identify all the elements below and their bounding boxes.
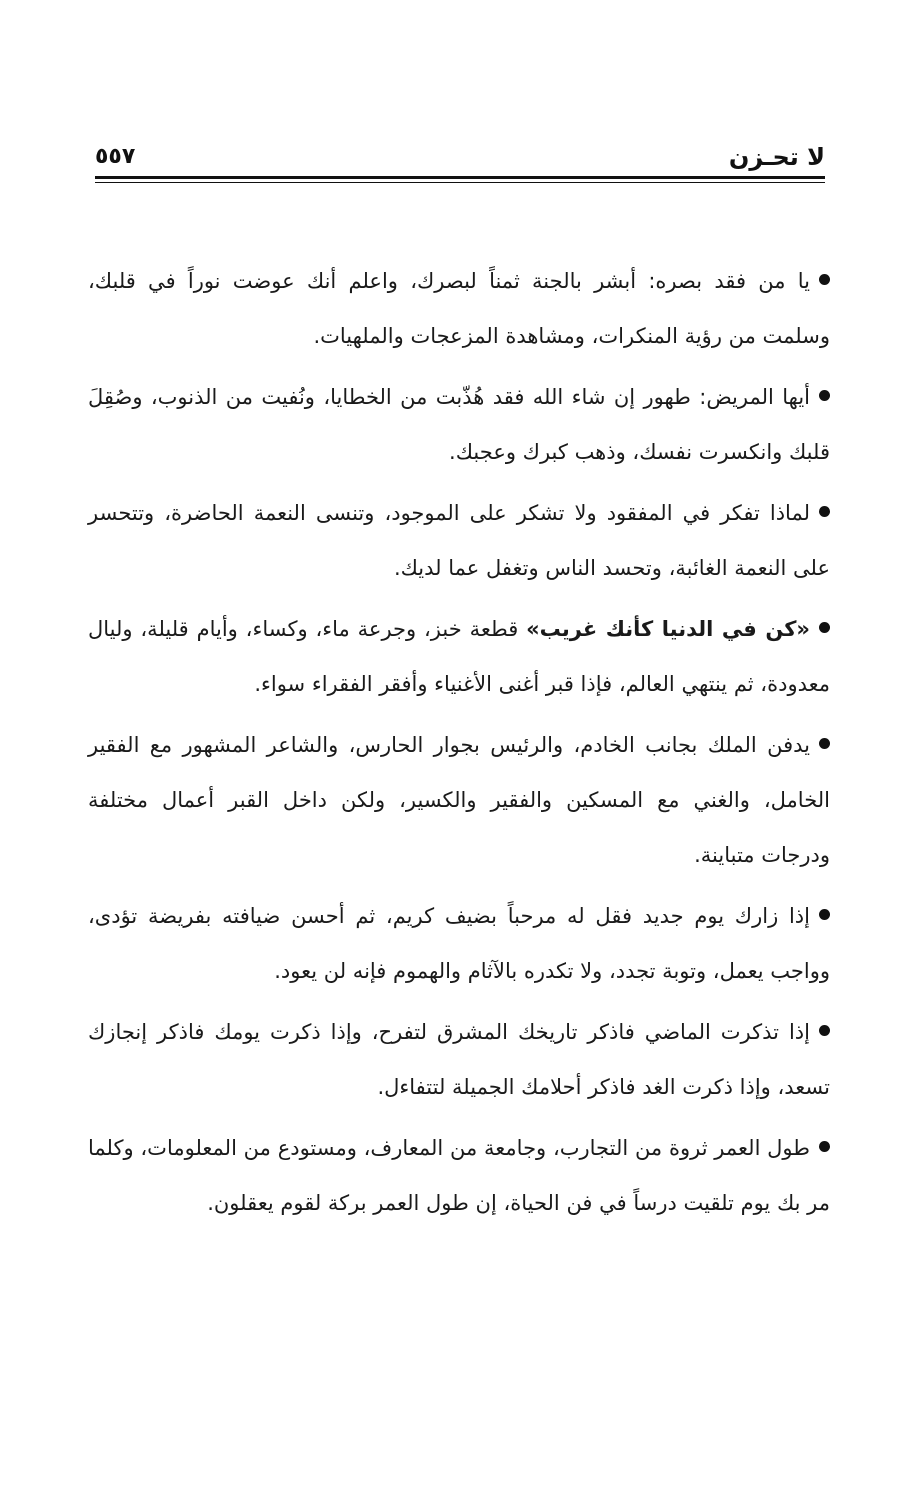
paragraph-text: إذا زارك يوم جديد فقل له مرحباً بضيف كريم، ثم أحسن ضيافته بفريضة تؤدى، وواجب يعمل، وتوبة تجدد، ولا تكدره بالآثام والهموم فإنه لن يعود. [88,904,830,983]
bullet-icon [819,390,830,401]
paragraph-text: يدفن الملك بجانب الخادم، والرئيس بجوار الحارس، والشاعر المشهور مع الفقير الخامل، والغني مع المسكين والفقير والكسير، ولكن داخل القبر أعمال مختلفة ودرجات متباينة. [88,733,830,867]
bullet-paragraph-7 [88,1005,830,1115]
paragraph-text: لماذا تفكر في المفقود ولا تشكر على الموجود، وتنسى النعمة الحاضرة، وتتحسر على النعمة الغائبة، وتحسد الناس وتغفل عما لديك. [88,501,830,580]
bullet-icon [819,622,830,633]
page-header [95,140,825,176]
bullet-icon [819,274,830,285]
header-rule-thick [95,176,825,179]
page-number: ٥٥٧ [95,144,136,169]
paragraph-text: يا من فقد بصره: أبشر بالجنة ثمناً لبصرك، واعلم أنك عوضت نوراً في قلبك، وسلمت من رؤية المنكرات، ومشاهدة المزعجات والملهيات. [88,269,830,348]
bullet-paragraph-1 [88,254,830,364]
bullet-icon [819,506,830,517]
paragraph-quote: «كن في الدنيا كأنك غريب» [526,617,810,641]
bullet-paragraph-2 [88,370,830,480]
bullet-paragraph-4 [88,602,830,712]
page-body [88,254,830,1237]
bullet-paragraph-8 [88,1121,830,1231]
bullet-icon [819,909,830,920]
bullet-icon [819,1025,830,1036]
bullet-icon [819,1141,830,1152]
paragraph-text: أيها المريض: طهور إن شاء الله فقد هُذّبت من الخطايا، ونُفيت من الذنوب، وصُقِلَ قلبك وانكسرت نفسك، وذهب كبرك وعجبك. [88,385,830,464]
bullet-paragraph-6 [88,889,830,999]
running-title: لا تحـزن [728,143,825,171]
header-rule-thin [95,182,825,183]
bullet-paragraph-5 [88,718,830,883]
paragraph-text: قطعة خبز، وجرعة ماء، وكساء، وأيام قليلة، وليال معدودة، ثم ينتهي العالم، فإذا قبر أغنى الأغنياء وأفقر الفقراء سواء. [88,617,830,696]
bullet-paragraph-3 [88,486,830,596]
paragraph-text: إذا تذكرت الماضي فاذكر تاريخك المشرق لتفرح، وإذا ذكرت يومك فاذكر إنجازك تسعد، وإذا ذكرت الغد فاذكر أحلامك الجميلة لتتفاءل. [88,1020,830,1099]
paragraph-text: طول العمر ثروة من التجارب، وجامعة من المعارف، ومستودع من المعلومات، وكلما مر بك يوم تلقيت درساً في فن الحياة، إن طول العمر بركة لقوم يعقلون. [88,1136,830,1215]
bullet-icon [819,738,830,749]
